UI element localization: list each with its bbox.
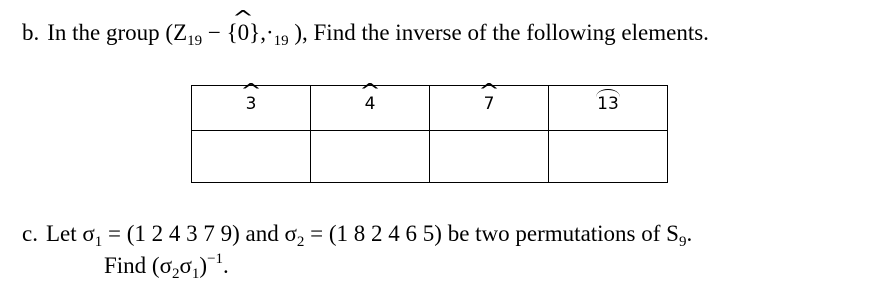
find-sigma2-subscript: 2 (172, 266, 180, 282)
answer-cell-13[interactable] (549, 131, 668, 183)
find-sigma1-subscript: 1 (191, 266, 200, 282)
find-sigma: σ (179, 253, 192, 278)
element-cell-4 (311, 86, 430, 131)
inverse-exponent: −1 (207, 251, 224, 267)
elements-row (192, 86, 668, 131)
set-minus: − { (202, 20, 238, 45)
find-text: Find (σ (104, 253, 172, 278)
sigma1-subscript: 1 (94, 234, 103, 250)
element-3: ^ 3 (246, 94, 257, 114)
zero-class-element: ^ 0 (238, 19, 250, 47)
element-7: ^ 7 (484, 94, 495, 114)
sigma2-definition: = (1 8 2 4 6 5) be two permutations of S (304, 221, 679, 246)
line1-period: . (686, 221, 693, 246)
find-close-paren: ) (199, 253, 208, 278)
element-cell-7 (430, 86, 549, 131)
line2-period: . (223, 253, 229, 278)
answer-cell-3[interactable] (192, 131, 311, 183)
inverse-table (191, 85, 668, 183)
answer-cell-4[interactable] (311, 131, 430, 183)
element-13: 13 (597, 94, 619, 114)
symmetric-group-subscript: 9 (678, 234, 687, 250)
question-c-label: c. (22, 221, 38, 246)
operation-subscript: 19 (273, 33, 289, 49)
let-sigma: Let σ (45, 221, 95, 246)
question-b-text: ), Find the inverse of the following elements. (288, 20, 709, 45)
question-b (22, 19, 709, 47)
sigma2-subscript: 2 (296, 234, 305, 250)
brace-close-operation: },· (249, 20, 274, 45)
group-prefix: In the group (Z (47, 20, 188, 45)
question-c-line-1 (22, 220, 692, 248)
question-c-line-2 (104, 252, 229, 280)
answers-row (192, 131, 668, 183)
question-b-label: b. (22, 20, 40, 45)
answer-cell-7[interactable] (430, 131, 549, 183)
sigma1-definition: = (1 2 4 3 7 9) and σ (102, 221, 297, 246)
group-modulus-subscript: 19 (187, 33, 203, 49)
element-cell-13 (549, 86, 668, 131)
element-4: ^ 4 (365, 94, 376, 114)
element-cell-3 (192, 86, 311, 131)
